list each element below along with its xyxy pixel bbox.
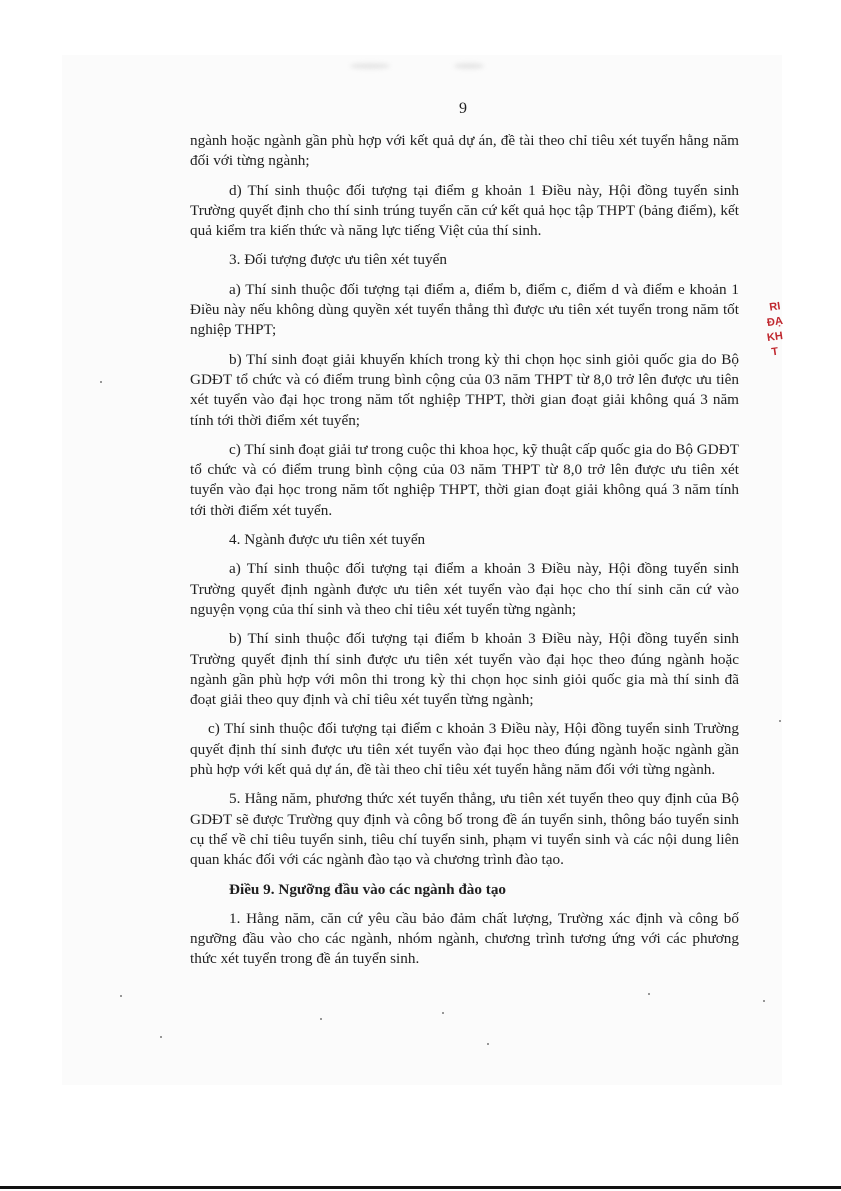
stamp-text: T xyxy=(770,345,780,359)
paragraph: c) Thí sinh thuộc đối tượng tại điểm c khoản 3 Điều này, Hội đồng tuyển sinh Trường quyết định thí sinh được ưu tiên xét tuyển vào đại học theo đúng ngành hoặc ngành gần phù hợp với kết quả dự án, đề tài theo chỉ tiêu xét tuyển hằng năm đối với từng ngành. xyxy=(190,720,739,779)
scan-speck xyxy=(763,1000,765,1002)
section-heading: 4. Ngành được ưu tiên xét tuyển xyxy=(229,531,426,549)
paragraph: c) Thí sinh đoạt giải tư trong cuộc thi khoa học, kỹ thuật cấp quốc gia do Bộ GDĐT tổ chức và có điểm trung bình cộng của 03 năm THPT từ 8,0 trở lên được ưu tiên xét tuyển vào đại học trong năm tốt nghiệp THPT, thời gian đoạt giải không quá 3 năm tính tới thời điểm xét tuyển. xyxy=(190,440,739,519)
paragraph: 5. Hằng năm, phương thức xét tuyển thẳng, ưu tiên xét tuyển theo quy định của Bộ GDĐT sẽ được Trường quy định và công bố trong đề án tuyển sinh, thông báo tuyển sinh cụ thể về chỉ tiêu tuyển sinh, tiêu chí tuyển sinh, phạm vi tuyển sinh và các nội dung liên quan khác đối với các ngành đào tạo và chương trình đào tạo. xyxy=(190,790,739,869)
scan-speck xyxy=(442,1012,444,1014)
scan-smudge xyxy=(454,63,484,69)
paragraph: a) Thí sinh thuộc đối tượng tại điểm a, điểm b, điểm c, điểm d và điểm e khoản 1 Điều này nếu không dùng quyền xét tuyển thẳng thì được ưu tiên xét tuyển trong năm tốt nghiệp THPT; xyxy=(190,280,739,339)
section-heading: 3. Đối tượng được ưu tiên xét tuyển xyxy=(229,251,447,269)
stamp-text: RI xyxy=(768,300,782,314)
document-body xyxy=(190,131,739,979)
stamp-text: KH xyxy=(766,329,784,345)
paragraph: 1. Hằng năm, căn cứ yêu cầu bảo đảm chất lượng, Trường xác định và công bố ngưỡng đầu vào cho các ngành, nhóm ngành, chương trình tương ứng với các phương thức xét tuyển trong đề án tuyển sinh. xyxy=(190,909,739,968)
page-bottom-border xyxy=(0,1186,841,1189)
scan-speck xyxy=(779,720,781,722)
scan-speck xyxy=(160,1036,162,1038)
scan-speck xyxy=(487,1043,489,1045)
paragraph: d) Thí sinh thuộc đối tượng tại điểm g khoản 1 Điều này, Hội đồng tuyển sinh Trường quyết định cho thí sinh trúng tuyển căn cứ kết quả học tập THPT (bảng điểm), kết quả kiểm tra kiến thức và năng lực tiếng Việt của thí sinh. xyxy=(190,181,739,240)
scan-speck xyxy=(648,993,650,995)
paragraph: ngành hoặc ngành gần phù hợp với kết quả dự án, đề tài theo chỉ tiêu xét tuyển hằng năm đối với từng ngành; xyxy=(190,132,739,170)
scan-speck xyxy=(100,381,102,383)
paragraph: b) Thí sinh đoạt giải khuyến khích trong kỳ thi chọn học sinh giỏi quốc gia do Bộ GDĐT tổ chức và có điểm trung bình cộng của 03 năm THPT từ 8,0 trở lên được ưu tiên xét tuyển vào đại học trong năm tốt nghiệp THPT, thời gian đoạt giải không quá 3 năm tính tới thời điểm xét tuyển; xyxy=(190,350,739,429)
stamp-text: ĐẠ xyxy=(766,314,784,330)
article-heading: Điều 9. Ngưỡng đầu vào các ngành đào tạo xyxy=(229,880,507,898)
scan-smudge xyxy=(350,63,390,69)
paragraph: a) Thí sinh thuộc đối tượng tại điểm a khoản 3 Điều này, Hội đồng tuyển sinh Trường quyết định ngành được ưu tiên xét tuyển vào đại học cho thí sinh căn cứ vào nguyện vọng của thí sinh và theo chỉ tiêu xét tuyển từng ngành; xyxy=(190,560,739,618)
page-number: 9 xyxy=(459,100,467,117)
scan-speck xyxy=(120,995,122,997)
red-stamp-fragment xyxy=(760,300,790,410)
paragraph: b) Thí sinh thuộc đối tượng tại điểm b khoản 3 Điều này, Hội đồng tuyển sinh Trường quyết định thí sinh được ưu tiên xét tuyển vào đại học theo đúng ngành hoặc ngành gần phù hợp với môn thi trong kỳ thi chọn học sinh giỏi quốc gia mà thí sinh đã đoạt giải theo quy định và chỉ tiêu xét tuyển từng ngành; xyxy=(190,630,739,709)
scan-speck xyxy=(320,1018,322,1020)
